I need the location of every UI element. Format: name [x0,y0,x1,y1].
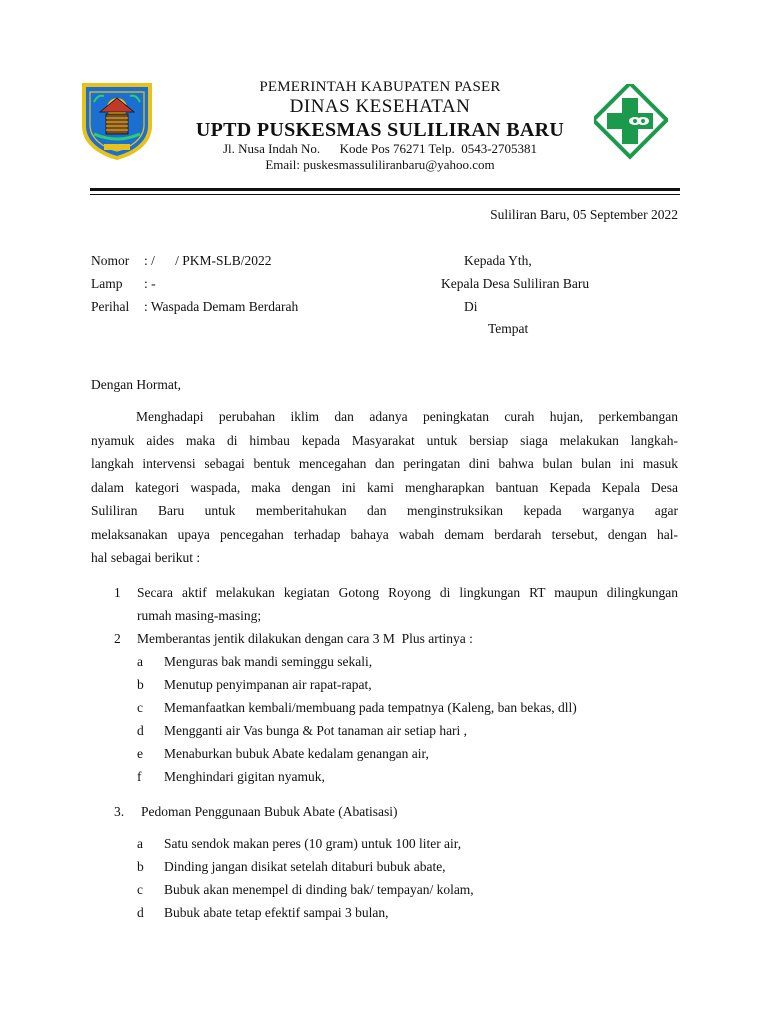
sub-item-text: Mengganti air Vas bunga & Pot tanaman air setiap hari , [164,723,468,738]
letterhead-divider-thick [90,188,680,191]
lamp-label: Lamp [91,276,123,291]
sub-item-letter: c [137,700,143,715]
body-line: hal sebagai berikut : [91,550,201,565]
lamp-value: : - [144,276,156,291]
list-item-number: 1 [114,585,121,600]
letter-date: Suliliran Baru, 05 September 2022 [490,207,678,222]
sub-item-letter: b [137,859,144,874]
recipient-name: Kepala Desa Suliliran Baru [441,276,590,291]
salutation: Dengan Hormat, [91,377,181,392]
letterhead-address: Jl. Nusa Indah No. Kode Pos 76271 Telp. 0543-2705381 [222,141,538,156]
sub-item-text: Satu sendok makan peres (10 gram) untuk 100 liter air, [164,836,462,851]
list-item-number: 3. [114,804,125,819]
nomor-value: : / / PKM-SLB/2022 [144,253,272,268]
letterhead-institution: UPTD PUSKESMAS SULILIRAN BARU [195,119,565,141]
sub-item-letter: a [137,836,143,851]
sub-item-text: Menaburkan bubuk Abate kedalam genangan air, [164,746,429,761]
letterhead-divider-thin [90,194,680,195]
bakti-husada-health-logo-icon [594,84,668,162]
nomor-label: Nomor [91,253,130,268]
list-item-text-cont: rumah masing-masing; [137,608,262,623]
body-line: langkah intervensi sebagai bentuk mencegahan dan peringatan dini bahwa bulan bulan ini masuk [91,456,678,471]
sub-item-text: Menguras bak mandi seminggu sekali, [164,654,373,669]
body-line: Suliliran Baru untuk memberitahukan dan menginstruksikan kepada warganya agar [91,503,678,518]
sub-item-letter: b [137,677,144,692]
sub-item-letter: e [137,746,143,761]
sub-item-text: Bubuk abate tetap efektif sampai 3 bulan, [164,905,389,920]
body-line: nyamuk aides maka di himbau kepada Masyarakat untuk bersiap siaga melakukan langkah- [91,432,678,448]
sub-item-text: Menghindari gigitan nyamuk, [164,769,325,784]
letterhead-government: PEMERINTAH KABUPATEN PASER [259,79,501,95]
sub-item-letter: a [137,654,143,669]
body-line: dalam kategori waspada, maka dengan ini kami mengharapkan bantuan Kepada Kepala Desa [91,479,678,495]
sub-item-text: Dinding jangan disikat setelah ditaburi bubuk abate, [164,859,446,874]
list-item-text: Memberantas jentik dilakukan dengan cara 3 M Plus artinya : [137,631,473,646]
list-item-text: Secara aktif melakukan kegiatan Gotong Royong di lingkungan RT maupun dilingkungan [137,585,678,600]
sub-item-letter: c [137,882,143,897]
sub-item-text: Memanfaatkan kembali/membuang pada tempatnya (Kaleng, ban bekas, dll) [164,700,577,715]
recipient-greeting: Kepada Yth, [464,253,532,268]
recipient-di: Di [464,299,478,314]
list-item-text: Pedoman Penggunaan Bubuk Abate (Abatisasi) [141,804,398,819]
recipient-place: Tempat [488,321,529,336]
perihal-label: Perihal [91,299,130,314]
sub-item-letter: d [137,723,144,738]
sub-item-letter: d [137,905,144,920]
sub-item-letter: f [137,769,142,784]
sub-item-text: Bubuk akan menempel di dinding bak/ tempayan/ kolam, [164,882,474,897]
perihal-value: : Waspada Demam Berdarah [144,299,299,314]
sub-item-text: Menutup penyimpanan air rapat-rapat, [164,677,372,692]
body-line: Menghadapi perubahan iklim dan adanya peningkatan curah hujan, perkembangan [136,409,678,424]
letterhead-department: DINAS KESEHATAN [289,96,471,117]
list-item-number: 2 [114,631,121,646]
body-line: melaksanakan upaya pencegahan terhadap bahaya wabah demam berdarah tersebut, dengan hal- [91,526,678,542]
kabupaten-paser-emblem-icon [80,82,154,160]
body-paragraph [91,405,678,570]
letterhead-email: Email: puskesmassuliliranbaru@yahoo.com [265,157,495,172]
